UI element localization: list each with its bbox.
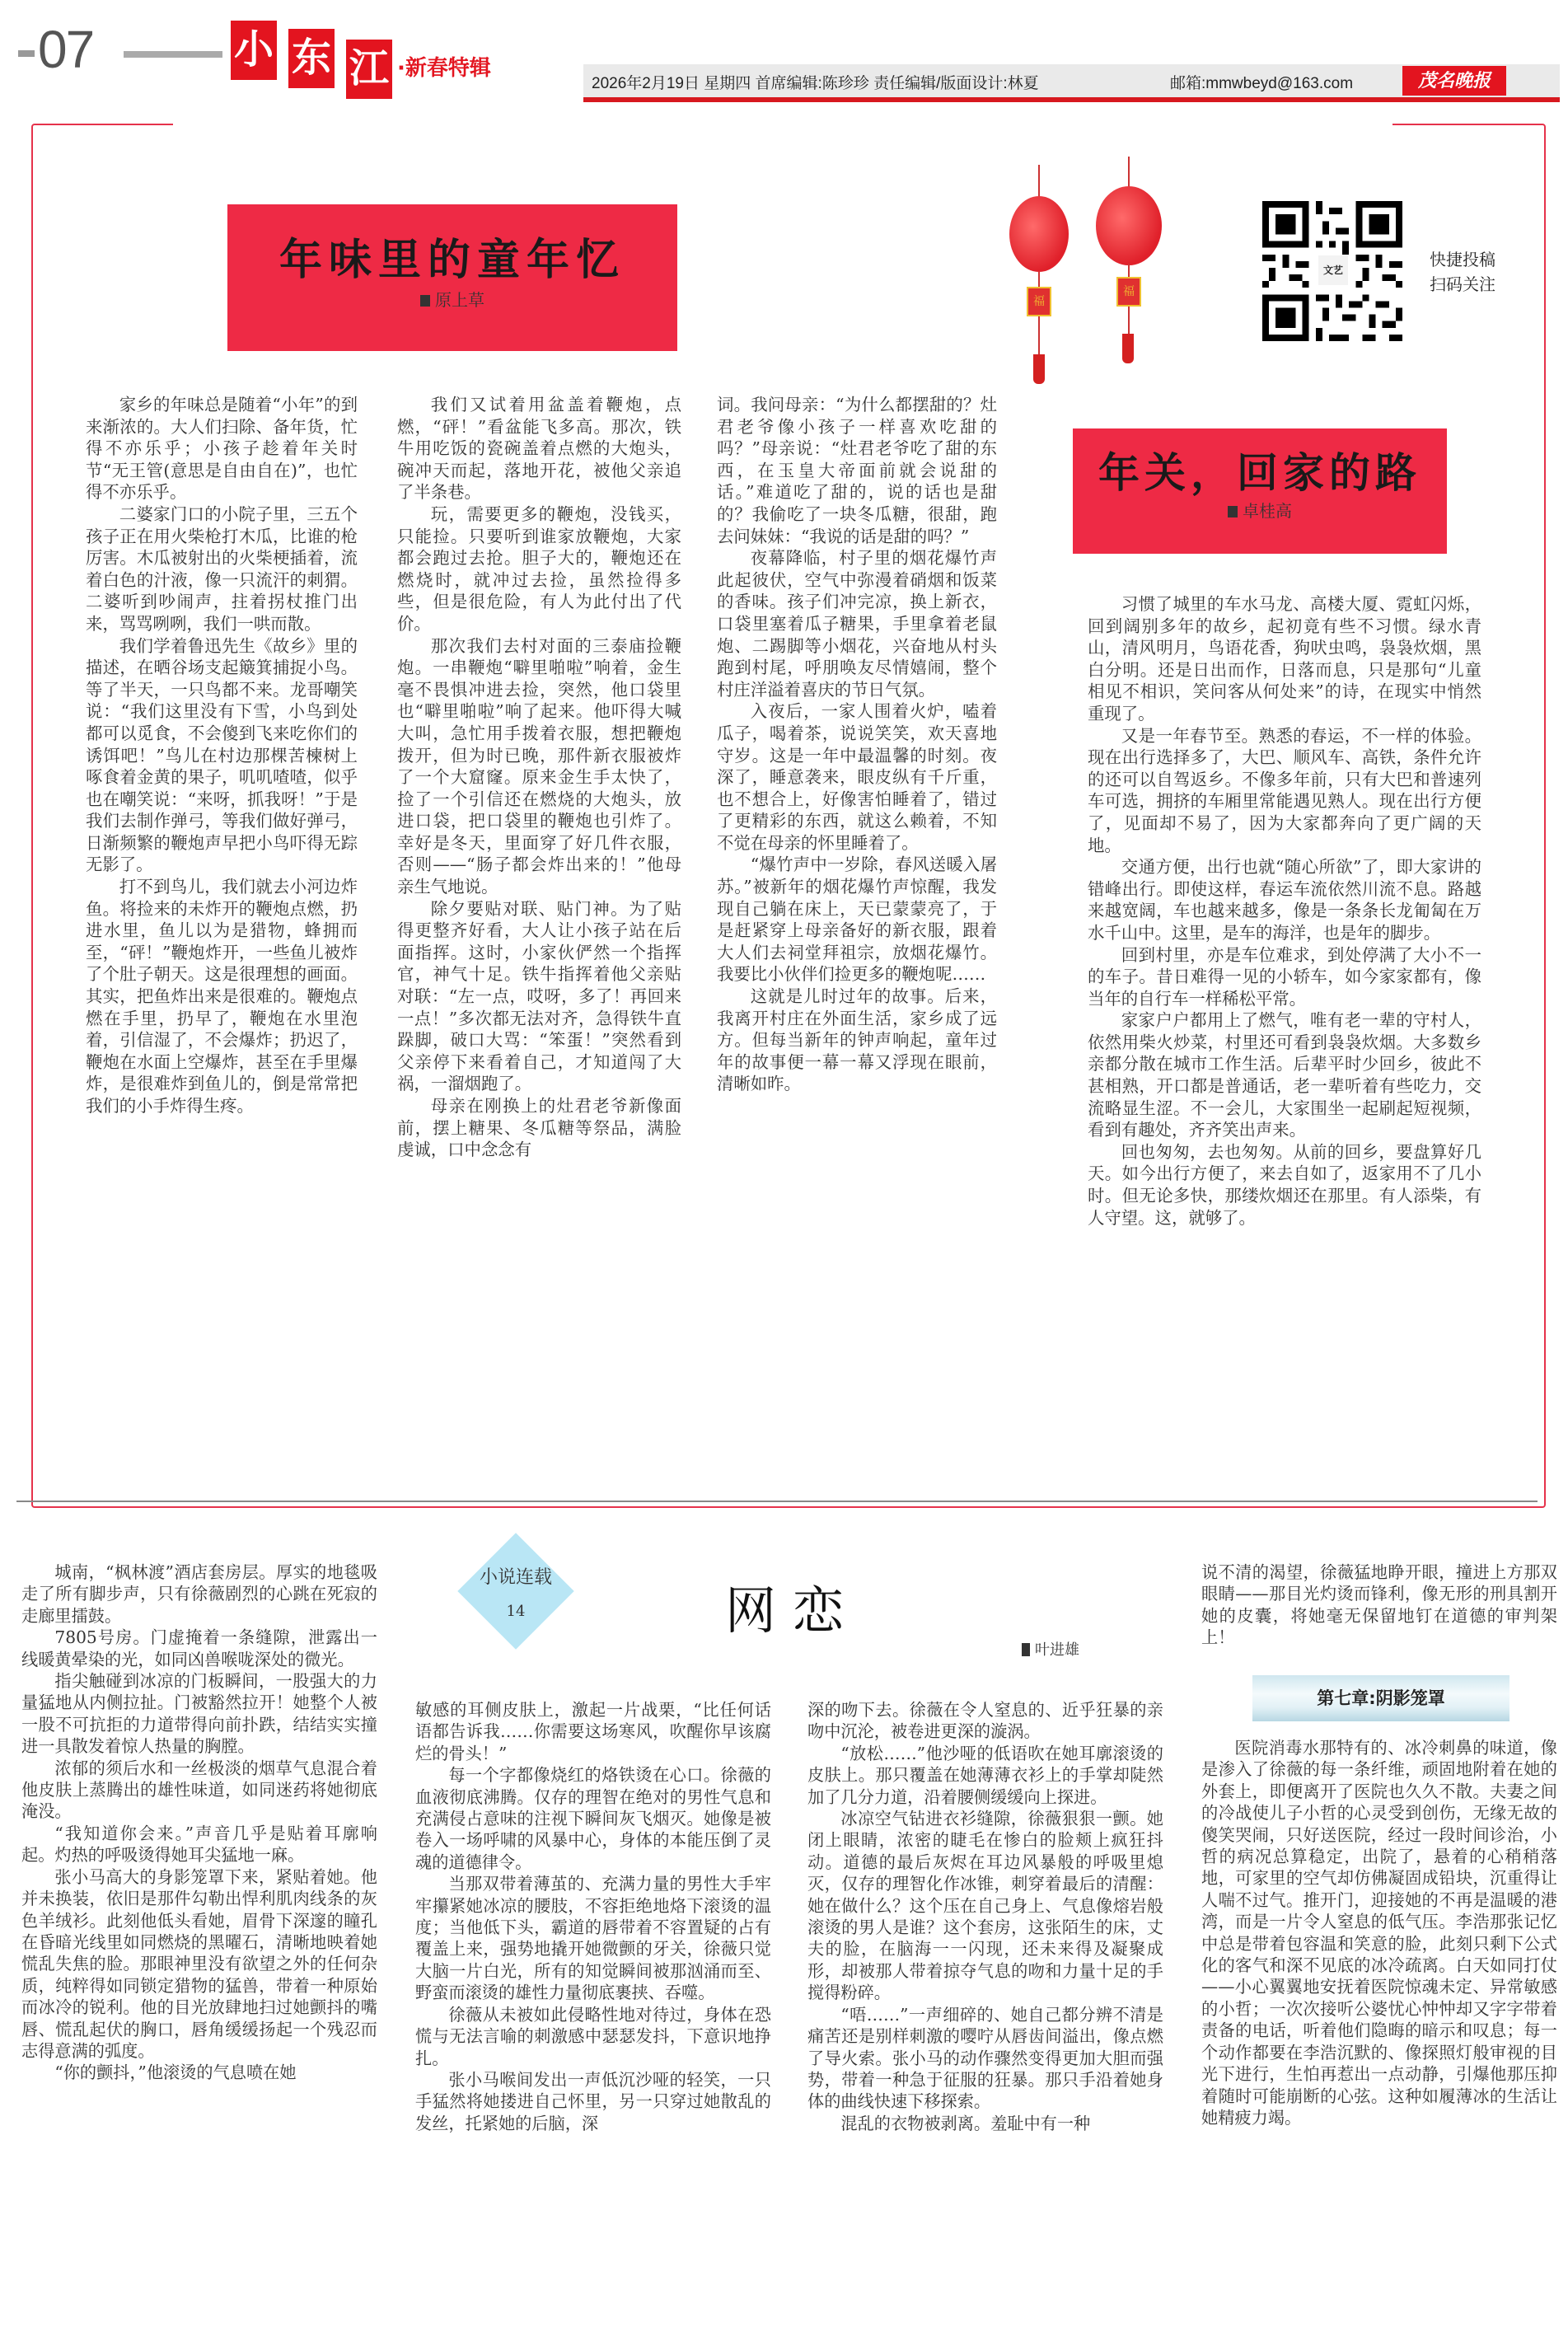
paragraph: 混乱的衣物被剥离。羞耻中有一种 xyxy=(840,2113,1091,2133)
serial-paragraph: 深的吻下去。徐薇在令人窒息的、近乎狂暴的亲吻中沉沦，被卷进更深的漩涡。 xyxy=(807,1700,1163,1742)
page-number-rule xyxy=(124,51,222,58)
paragraph: 词。我问母亲：“为什么都摆甜的？灶君老爷像小孩子一样喜欢吃甜的吗？”母亲说：“灶君老爷吃了甜的东西，在玉皇大帝面前就会说甜的话。”难道吃了甜的，说的话也是甜的？我偷吃了一块冬瓜糖，很甜，跑去问妹妹：“我说的话是甜的吗？” xyxy=(717,395,997,546)
edition-info: 2026年2月19日 星期四 首席编辑:陈珍珍 责任编辑/版面设计:林夏 xyxy=(592,75,1039,92)
paragraph: 冰凉空气钻进衣衫缝隙，徐薇狠狠一颤。她闭上眼睛，浓密的睫毛在惨白的脸颊上疯狂抖动。道德的最后灰烬在耳边风暴般的呼吸里熄灭，仅存的理智化作冰锥，刺穿着最后的清醒：她在做什么？这个压在自己身上、气息像熔岩般滚烫的男人是谁？这个套房，这张陌生的床，丈夫的脸，在脑海一一闪现，还未来得及凝聚成形，却被那人带着掠夺气息的吻和力量十足的手搅得粉碎。 xyxy=(807,1809,1163,2003)
serial-column-2 xyxy=(415,1699,771,2134)
paragraph: 城南，“枫林渡”酒店套房层。厚实的地毯吸走了所有脚步声，只有徐薇剧烈的心跳在死寂的走廊里擂鼓。 xyxy=(21,1562,377,1626)
paragraph: 回也匆匆，去也匆匆。从前的回乡，要盘算好几天。如今出行方便了，来去自如了，返家用不了几小时。但无论多快，那缕炊烟还在那里。有人添柴，有人守望。这，就够了。 xyxy=(1088,1141,1481,1228)
section-divider xyxy=(16,1501,1538,1502)
brand-char-3: 江 xyxy=(346,40,392,99)
byline-square-icon xyxy=(1228,506,1238,517)
newspaper-logo: 茂名晚报 xyxy=(1402,66,1506,96)
chapter-heading: 第七章:阴影笼罩 xyxy=(1252,1675,1509,1721)
brand-char-2: 东 xyxy=(288,29,335,88)
article-2-title: 年关，回家的路 xyxy=(1098,448,1421,497)
article-1-title-banner xyxy=(227,204,677,351)
lantern-string xyxy=(1038,272,1040,363)
fu-tag-icon: 福 xyxy=(1027,287,1051,316)
paragraph: “放松……”他沙哑的低语吹在她耳廓滚烫的皮肤上。那只覆盖在她薄薄衣衫上的手掌却陡然加了几分力道，沿着腰侧缓缓向上探进。 xyxy=(807,1743,1163,1807)
serial-title: 网恋 xyxy=(725,1580,861,1641)
paragraph: 又是一年春节至。熟悉的春运，不一样的体验。现在出行选择多了，大巴、顺风车、高铁，条件允许的还可以自驾返乡。不像多年前，只有大巴和普速列车可选，拥挤的车厢里常能遇见熟人。现在出行方便了，见面却不易了，因为大家都奔向了更广阔的天地。 xyxy=(1088,725,1481,855)
fu-tag-icon: 福 xyxy=(1116,277,1141,307)
paragraph: 这就是儿时过年的故事。后来，我离开村庄在外面生活，家乡成了远方。但每当新年的钟声响起，童年过年的故事便一幕一幕又浮现在眼前，清晰如昨。 xyxy=(717,986,997,1094)
paragraph: 那次我们去村对面的三泰庙捡鞭炮。一串鞭炮“噼里啪啦”响着，金生毫不畏惧冲进去捡，突然，他口袋里也“噼里啪啦”响了起来。他吓得大喊大叫，急忙用手拨着衣服，想把鞭炮拨开，但为时已晚，那件新衣服被炸了一个大窟窿。原来金生手太快了，捡了一个引信还在燃烧的大炮头，放进口袋，把口袋里的鞭炮也引炸了。幸好是冬天，里面穿了好几件衣服，否则——“肠子都会炸出来的！”他母亲生气地说。 xyxy=(397,635,681,897)
serial-column-4-top xyxy=(1201,1561,1557,1649)
paragraph: 我们又试着用盆盖着鞭炮，点燃，“砰！”看盆能飞多高。那次，铁牛用吃饭的瓷碗盖着点燃的大炮头，碗冲天而起，落地开花，被他父亲追了半条巷。 xyxy=(397,395,681,503)
lantern-icon xyxy=(1009,196,1069,272)
qr-caption: 快捷投稿 扫码关注 xyxy=(1430,250,1495,294)
article-1-author: 原上草 xyxy=(227,287,677,311)
article-1-title: 年味里的童年忆 xyxy=(278,235,625,285)
paragraph: 张小马喉间发出一声低沉沙哑的轻笑，一只手猛然将她搂进自己怀里，另一只穿过她散乱的发丝，托紧她的后脑，深 xyxy=(415,2069,771,2133)
paragraph: 玩，需要更多的鞭炮，没钱买，只能捡。只要听到谁家放鞭炮，大家都会跑过去抢。胆子大的，鞭炮还在燃烧时，就冲过去捡，虽然捡得多些，但是很危险，有人为此付出了代价。 xyxy=(397,503,681,634)
paragraph: 医院消毒水那特有的、冰冷刺鼻的味道，像是渗入了徐薇的每一条纤维，顽固地附着在她的外套上，即便离开了医院也久久不散。夫妻之间的冷战使儿子小哲的心灵受到创伤，无缘无故的傻笑哭闹，只好送医院，经过一段时间诊治，小哲的病况总算稳定，出院了，悬着的心稍稍落地，可家里的空气却仿佛凝固成铅块，沉重得让人喘不过气。推开门，迎接她的不再是温暖的港湾，而是一片令人窒息的低气压。李浩那张记忆中总是带着包容温和笑意的脸，此刻只剩下公式化的客气和深不见底的冰冷疏离。白天如同打仗——小心翼翼地安抚着医院惊魂未定、异常敏感的小哲；一次次接听公婆忧心忡忡却又字字带着责备的电话，听着他们隐晦的暗示和叹息；每一个动作都要在李浩沉默的、像探照灯般审视的目光下进行，生怕再惹出一点动静，引爆他那压抑着随时可能崩断的心弦。这种如履薄冰的生活让她精疲力竭。 xyxy=(1201,1738,1557,2128)
article-1-column-1 xyxy=(86,394,358,1117)
serial-column-3 xyxy=(807,1699,1163,2134)
paragraph: 当那双带着薄茧的、充满力量的男性大手牢牢攥紧她冰凉的腰肢，不容拒绝地烙下滚烫的温度；当他低下头，霸道的唇带着不容置疑的占有覆盖上来，强势地撬开她微颤的牙关，徐薇只觉大脑一片白光，所有的知觉瞬间被那汹涌而至、野蛮而滚烫的雄性力量彻底裹挟、吞噬。 xyxy=(415,1874,771,2003)
paragraph: 张小马高大的身影笼罩下来，紧贴着她。他并未换装，依旧是那件勾勒出悍利肌肉线条的灰色羊绒衫。此刻他低头看她，眉骨下深邃的瞳孔在昏暗光线里如同燃烧的黑曜石，清晰地映着她慌乱失焦的脸。那眼神里没有欲望之外的任何杂质，纯粹得如同锁定猎物的猛兽，带着一种原始而冰冷的锐利。他的目光放肆地扫过她颤抖的嘴唇、慌乱起伏的胸口，唇角缓缓扬起一个残忍而志得意满的弧度。 xyxy=(21,1866,377,2061)
paragraph: 指尖触碰到冰凉的门板瞬间，一股强大的力量猛地从内侧拉扯。门被豁然拉开！她整个人被一股不可抗拒的力道带得向前扑跌，结结实实撞进一具散发着惊人热量的胸膛。 xyxy=(21,1671,377,1757)
serial-paragraph: 敏感的耳侧皮肤上，激起一片战栗，“比任何话语都告诉我……你需要这场寒风，吹醒你早该腐烂的骨头！” xyxy=(415,1700,771,1763)
lantern-string xyxy=(1128,157,1130,190)
page-number: 07 xyxy=(18,23,93,76)
serial-issue: 14 xyxy=(506,1603,526,1620)
paragraph: 除夕要贴对联、贴门神。为了贴得更整齐好看，大人让小孩子站在后面指挥。这时，小家伙俨然一个指挥官，神气十足。铁牛指挥着他父亲贴对联：“左一点，哎呀，多了！再回来一点！”多次都无法对齐，急得铁牛直跺脚，破口大骂：“笨蛋！”突然看到父亲停下来看着自己，才知道闯了大祸，一溜烟跑了。 xyxy=(397,898,681,1094)
serial-badge xyxy=(461,1537,570,1646)
paragraph: “我知道你会来。”声音几乎是贴着耳廓响起。灼热的呼吸烫得她耳尖猛地一麻。 xyxy=(21,1823,377,1866)
article-2-title-banner xyxy=(1073,428,1447,554)
serial-column-4-body xyxy=(1201,1737,1557,2128)
serial-label: 小说连载 xyxy=(479,1567,552,1588)
lantern-string xyxy=(1038,165,1040,198)
paragraph: 家乡的年味总是随着“小年”的到来渐浓的。大人们扫除、备年货，忙得不亦乐乎；小孩子趁着年关时节“无王管(意思是自由自在)”，也忙得不亦乐乎。 xyxy=(86,395,358,503)
article-2-author: 卓桂高 xyxy=(1073,498,1447,522)
section-name: ·新春特辑 xyxy=(397,56,491,81)
paragraph: 习惯了城里的车水马龙、高楼大厦、霓虹闪烁，回到阔别多年的故乡，起初竟有些不习惯。绿水青山，清风明月，鸟语花香，狗吠虫鸣，袅袅炊烟，黑白分明。还是日出而作，日落而息，只是那句“儿童相见不相识，笑问客从何处来”的诗，在现实中悄然重现了。 xyxy=(1088,594,1481,723)
paragraph: 二婆家门口的小院子里，三五个孩子正在用火柴枪打木瓜，比谁的枪厉害。木瓜被射出的火柴梗插着，流着白色的汁液，像一只流汗的刺猬。二婆听到吵闹声，拄着拐杖推门出来，骂骂咧咧，我们一哄而散。 xyxy=(86,503,358,634)
paragraph: 7805号房。门虚掩着一条缝隙，泄露出一线暖黄晕染的光，如同凶兽喉咙深处的微光。 xyxy=(21,1627,377,1669)
article-1-column-2 xyxy=(397,394,681,1161)
paragraph: 浓郁的须后水和一丝极淡的烟草气息混合着他皮肤上蒸腾出的雄性味道，如同迷药将她彻底淹没。 xyxy=(21,1758,377,1822)
paragraph: “爆竹声中一岁除，春风送暖入屠苏。”被新年的烟花爆竹声惊醒，我发现自己躺在床上，天已蒙蒙亮了，于是赶紧穿上母亲备好的新衣服，跟着大人们去祠堂拜祖宗，放烟花爆竹。我要比小伙伴们捡更多的鞭炮呢…… xyxy=(717,854,997,985)
paragraph: “你的颤抖，”他滚烫的气息喷在她 xyxy=(54,2062,297,2083)
paragraph: 母亲在刚换上的灶君老爷新像面前，摆上糖果、冬瓜糖等祭品，满脸虔诚，口中念念有 xyxy=(397,1096,681,1160)
paragraph: 每一个字都像烧红的烙铁烫在心口。徐薇的血液彻底沸腾。仅存的理智在绝对的男性气息和充满侵占意味的注视下瞬间灰飞烟灭。她像是被卷入一场呼啸的风暴中心，身体的本能压倒了灵魂的道德律令。 xyxy=(415,1765,771,1872)
serial-author: 叶进雄 xyxy=(1022,1638,1079,1660)
paragraph: 回到村里，亦是车位难求，到处停满了大小不一的车子。昔日难得一见的小轿车，如今家家都有，像当年的自行车一样稀松平常。 xyxy=(1088,944,1481,1009)
paragraph: 徐薇从未被如此侵略性地对待过，身体在恐慌与无法言喻的刺激感中瑟瑟发抖，下意识地挣扎。 xyxy=(415,2004,771,2068)
brand-char-1: 小 xyxy=(231,21,277,80)
tassel-icon xyxy=(1033,354,1045,384)
byline-square-icon xyxy=(420,295,430,307)
serial-column-1 xyxy=(21,1561,377,2084)
lantern-icon xyxy=(1096,186,1162,265)
paragraph: 入夜后，一家人围着火炉，嗑着瓜子，喝着茶，说说笑笑，欢天喜地守岁。这是一年中最温馨的时刻。夜深了，睡意袭来，眼皮纵有千斤重，也不想合上，好像害怕睡着了，错过了更精彩的东西，就这么赖着，不知不觉在母亲的怀里睡着了。 xyxy=(717,701,997,853)
paragraph: 我们学着鲁迅先生《故乡》里的描述，在晒谷场支起簸箕捕捉小鸟。等了半天，一只鸟都不来。龙哥嘲笑说：“我们这里没有下雪，小鸟到处都可以觅食，不会傻到飞来吃你们的诱饵吧！”鸟儿在村边那棵苦楝树上啄食着金黄的果子，叽叽喳喳，似乎也在嘲笑说：“来呀，抓我呀！”于是我们去制作弹弓，等我们做好弹弓，日渐频繁的鞭炮声早把小鸟吓得无踪无影了。 xyxy=(86,635,358,875)
paragraph: 打不到鸟儿，我们就去小河边炸鱼。将捡来的未炸开的鞭炮点燃，扔进水里，鱼儿以为是猎物，蜂拥而至，“砰！”鞭炮炸开，一些鱼儿被炸了个肚子朝天。这是很理想的画面。其实，把鱼炸出来是很难的。鞭炮点燃在手里，扔早了，鞭炮在水里泡着，引信湿了，不会爆炸；扔迟了，鞭炮在水面上空爆炸，甚至在手里爆炸，是很难炸到鱼儿的，倒是常常把我们的小手炸得生疼。 xyxy=(86,877,358,1116)
article-2-body xyxy=(1088,593,1481,1229)
paragraph: 夜幕降临，村子里的烟花爆竹声此起彼伏，空气中弥漫着硝烟和饭菜的香味。孩子们冲完凉，换上新衣，口袋里塞着瓜子糖果，手里拿着老鼠炮、二踢脚等小烟花，兴奋地从村头跑到村尾，呼朋唤友尽情嬉闹，整个村庄洋溢着喜庆的节日气氛。 xyxy=(717,548,997,700)
paragraph: “唔……”一声细碎的、她自己都分辨不清是痛苦还是别样刺激的嘤咛从唇齿间溢出，像点燃了导火索。张小马的动作骤然变得更加大胆而强势，带着一种急于征服的狂暴。那只手沿着她身体的曲线快速下移探索。 xyxy=(807,2004,1163,2112)
byline-square-icon xyxy=(1022,1643,1030,1656)
article-1-column-3 xyxy=(717,394,997,1095)
diamond-shape xyxy=(457,1533,573,1649)
serial-paragraph: 说不清的渴望，徐薇猛地睁开眼，撞进上方那双眼睛——那目光灼烫而锋利，像无形的刑具割开她的皮囊，将她毫无保留地钉在道德的审判架上！ xyxy=(1201,1562,1557,1648)
qr-center-logo: 文艺 xyxy=(1318,255,1348,285)
tassel-icon xyxy=(1122,334,1134,363)
paragraph: 交通方便，出行也就“随心所欲”了，即大家讲的错峰出行。即使这样，春运车流依然川流不息。路越来越宽阔，车也越来越多，像是一条条长龙匍匐在万水千山中。这里，是车的海洋，也是年的脚步。 xyxy=(1088,857,1481,943)
paragraph: 家家户户都用上了燃气，唯有老一辈的守村人，依然用柴火炒菜，村里还可看到袅袅炊烟。大多数乡亲都分散在城市工作生活。后辈平时少回乡，彼此不甚相熟，开口都是普通话，老一辈听着有些吃力，交流略显生涩。不一会儿，大家围坐一起刷起短视频，看到有趣处，齐齐笑出声来。 xyxy=(1088,1010,1481,1140)
contact-email[interactable]: 邮箱:mmwbeyd@163.com xyxy=(1170,75,1354,92)
